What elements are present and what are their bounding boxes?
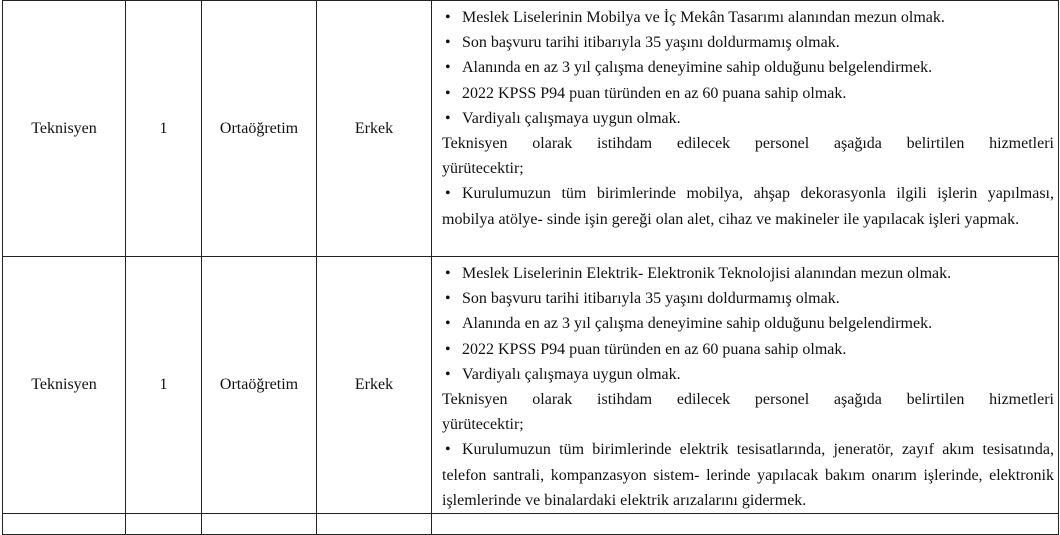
requirements-list [442, 5, 1054, 131]
table-cell-empty [3, 514, 126, 535]
duty-intro [442, 387, 1054, 437]
table-row [3, 257, 1059, 514]
job-listing-table [2, 0, 1059, 535]
table-cell-empty [202, 514, 317, 535]
duty-intro-line: yürütecektir; [442, 416, 524, 434]
position-title-cell: Teknisyen [3, 1, 126, 257]
requirement-item: • Meslek Liselerinin Mobilya ve İç Mekân Tasarımı alanından mezun olmak. [442, 5, 1054, 30]
position-count-cell: 1 [126, 257, 202, 514]
requirements-list [442, 261, 1054, 387]
table-cell-empty [432, 514, 1059, 535]
duty-intro-line: Teknisyen olarak istihdam edilecek personel aşağıda belirtilen hizmetleri [442, 391, 1054, 409]
position-count-cell: 1 [126, 1, 202, 257]
gender-cell: Erkek [317, 257, 432, 514]
requirements-cell [432, 257, 1059, 514]
duty-intro-line: yürütecektir; [442, 160, 524, 178]
duty-description-text: Kurulumuzun tüm birimlerinde elektrik tesisatlarında, jeneratör, zayıf akım tesisatında, telefon santrali, kompanzasyon sistem- lerinde yapılacak bakım onarım işlerinde, elektronik işlemlerinde ve binalardaki elektrik arızalarını gidermek. [442, 441, 1054, 509]
bullet-icon: • [445, 185, 451, 203]
position-title-cell: Teknisyen [3, 257, 126, 514]
requirement-item: • Son başvuru tarihi itibarıyla 35 yaşını doldurmamış olmak. [442, 286, 1054, 311]
gender-cell: Erkek [317, 1, 432, 257]
requirement-item: • Son başvuru tarihi itibarıyla 35 yaşını doldurmamış olmak. [442, 30, 1054, 55]
bullet-icon: • [445, 441, 451, 459]
duty-intro-line: Teknisyen olarak istihdam edilecek personel aşağıda belirtilen hizmetleri [442, 135, 1054, 153]
table-row-partial [3, 514, 1059, 535]
duty-description [442, 437, 1054, 513]
requirement-item: • 2022 KPSS P94 puan türünden en az 60 puana sahip olmak. [442, 337, 1054, 362]
education-level-cell: Ortaöğretim [202, 1, 317, 257]
requirements-cell [432, 1, 1059, 257]
requirement-item: • Vardiyalı çalışmaya uygun olmak. [442, 106, 1054, 131]
duty-description [442, 181, 1054, 231]
education-level-cell: Ortaöğretim [202, 257, 317, 514]
table-row [3, 1, 1059, 257]
duty-description-text: Kurulumuzun tüm birimlerinde mobilya, ahşap dekorasyonla ilgili işlerin yapılması, mobilya atölye- sinde işin gereği olan alet, cihaz ve makineler ile yapılacak işleri yapmak. [442, 185, 1054, 228]
requirement-item: • 2022 KPSS P94 puan türünden en az 60 puana sahip olmak. [442, 81, 1054, 106]
requirement-item: • Vardiyalı çalışmaya uygun olmak. [442, 362, 1054, 387]
duty-intro [442, 131, 1054, 181]
table-cell-empty [317, 514, 432, 535]
requirement-item: • Alanında en az 3 yıl çalışma deneyimine sahip olduğunu belgelendirmek. [442, 311, 1054, 336]
requirement-item: • Meslek Liselerinin Elektrik- Elektronik Teknolojisi alanından mezun olmak. [442, 261, 1054, 286]
table-cell-empty [126, 514, 202, 535]
requirement-item: • Alanında en az 3 yıl çalışma deneyimine sahip olduğunu belgelendirmek. [442, 55, 1054, 80]
